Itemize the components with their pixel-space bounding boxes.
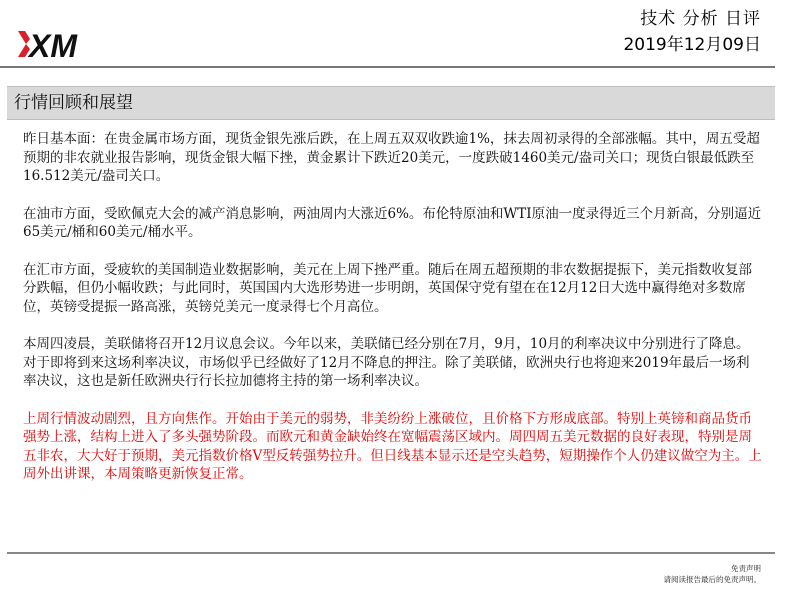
report-header [623,8,761,56]
header-divider [0,66,775,68]
report-date: 2019年12月09日 [623,35,761,55]
paragraph-fed-meeting: 本周四凌晨，美联储将召开12月议息会议。今年以来，美联储已经分别在7月，9月，10月的利率决议中分别进行了降息。对于即将到来这场利率决议，市场似乎已经做好了12月不降息的押注。除了美联储，欧洲央行也将迎来2019年最后一场利率决议，这也是新任欧洲央行行长拉加德将主持的第一场利率决议。 [23,336,750,389]
disclaimer-footer [664,563,762,585]
report-title: 技术 分析 日评 [640,9,761,29]
report-body [23,130,763,503]
section-title: 行情回顾和展望 [14,93,133,113]
footer-divider [7,552,775,554]
disclaimer-note: 请阅读报告最后的免责声明。 [663,575,761,584]
paragraph-fx-market: 在汇市方面，受疲软的美国制造业数据影响，美元在上周下挫严重。随后在周五超预期的非农数据提振下，美元指数收复部分跌幅，但仍小幅收跌；与此同时，英国国内大选形势进一步明朗，英国保守党有望在在12月12日大选中赢得绝对多数席位，英镑受提振一路高涨，英镑兑美元一度录得七个月高位。 [23,261,752,315]
section-header-bar [7,86,775,120]
xm-logo [18,27,108,61]
paragraph-fundamentals: 昨日基本面：在贵金属市场方面，现货金银先涨后跌，在上周五双双收跌逾1%，抹去周初录得的全部涨幅。其中，周五受超预期的非农就业报告影响，现货金银大幅下挫，黄金累计下跌近20美元，一度跌破1460美元/盎司关口；现货白银最低跌至16.512美元/盎司关口。 [23,131,760,184]
paragraph-oil-market: 在油市方面，受欧佩克大会的减产消息影响，两油周内大涨近6%。布伦特原油和WTI原油一度录得近三个月新高，分别逼近65美元/桶和60美元/桶水平。 [23,205,762,240]
paragraph-strategy-highlight: 上周行情波动剧烈，且方向焦作。开始由于美元的弱势，非美纷纷上涨破位，且价格下方形成底部。特别上英镑和商品货币强势上涨，结构上进入了多头强势阶段。而欧元和黄金缺始终在宽幅震荡区域内。周四周五美元数据的良好表现，特别是周五非农，大大好于预期，美元指数价格V型反转强势拉升。但日线基本显示还是空头趋势，短期操作个人仍建议做空为主。上周外出讲课，本周策略更新恢复正常。 [23,410,762,482]
xm-logo-mark [18,27,108,61]
logo-text: XM [29,28,77,61]
disclaimer-title: 免责声明 [731,564,761,573]
